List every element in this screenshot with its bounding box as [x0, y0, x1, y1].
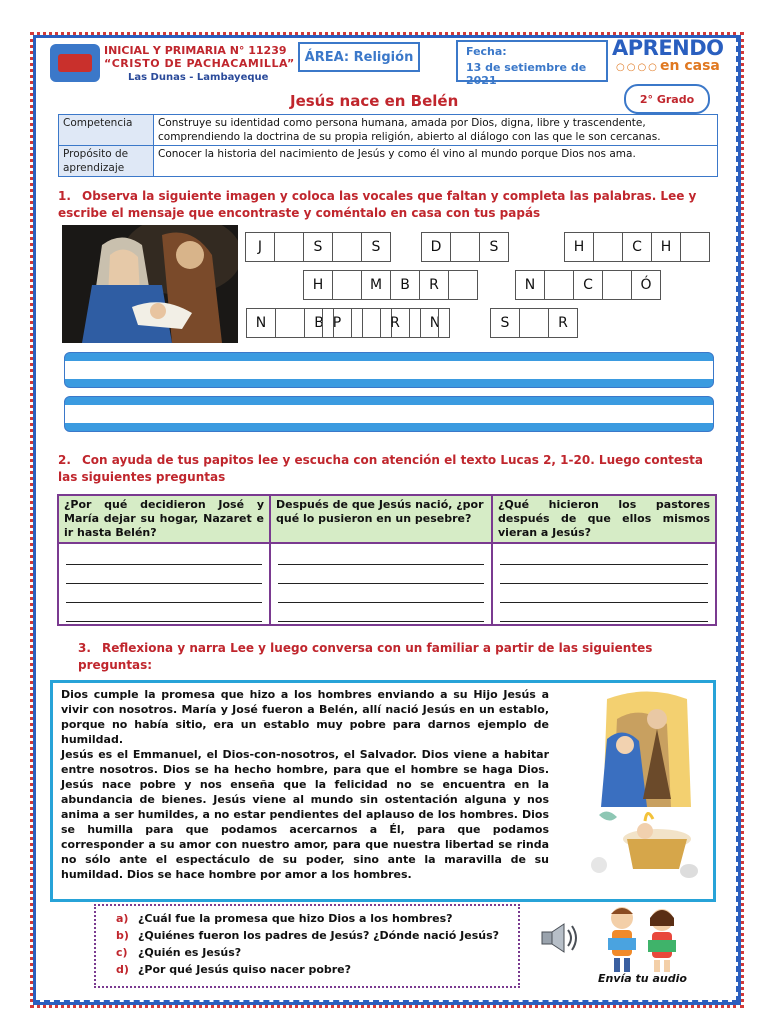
letter-cell: J [246, 233, 275, 261]
letter-cell: Ó [640, 277, 652, 293]
reflection-box [50, 680, 716, 902]
brand-logo-text: APRENDO [612, 36, 724, 60]
letter-cell: N [247, 309, 276, 337]
letter-cell-blank[interactable] [410, 309, 438, 337]
date-label: Fecha: [466, 45, 507, 58]
letter-cell-blank[interactable] [451, 233, 480, 261]
answer-cell-3[interactable] [492, 543, 716, 625]
kids-reading-icon [598, 902, 688, 974]
letter-cell: M [362, 271, 391, 299]
page-title: Jesús nace en Belén [290, 92, 459, 110]
grade-badge: 2° Grado [624, 84, 710, 114]
letter-cell: H [304, 271, 333, 299]
letter-cell: H [652, 233, 681, 261]
letter-cell-blank[interactable] [352, 309, 381, 337]
answer-line-2[interactable] [64, 396, 714, 432]
final-question-letter: c) [116, 946, 128, 959]
letter-word-box [322, 308, 439, 338]
letter-cell-blank[interactable] [333, 271, 362, 299]
letter-cell: H [565, 233, 594, 261]
final-question-item [116, 961, 518, 978]
question-2-header: Después de que Jesús nació, ¿por qué lo pusieron en un pesebre? [270, 495, 492, 543]
letter-cell-blank[interactable] [275, 233, 304, 261]
area-box: ÁREA: Religión [298, 42, 420, 72]
final-question-letter: d) [116, 963, 129, 976]
letter-word-box [490, 308, 578, 338]
date-value: 13 de setiembre de 2021 [466, 61, 587, 87]
letter-cell: R [558, 315, 568, 331]
brand-dots-icon: ○○○○ [616, 62, 659, 73]
letter-cell: S [489, 239, 499, 255]
final-questions-list [94, 904, 520, 988]
answer-cell-1[interactable] [58, 543, 270, 625]
section-1-number: 1. [58, 189, 71, 203]
letter-word-box [564, 232, 710, 262]
send-audio-caption: Envía tu audio [598, 972, 687, 985]
competency-row [59, 115, 718, 146]
school-logo [50, 44, 100, 82]
answer-line-1[interactable] [64, 352, 714, 388]
letter-cell: C [623, 233, 652, 261]
letter-cell-blank[interactable] [449, 271, 477, 299]
letter-cell-blank[interactable] [594, 233, 623, 261]
letter-cell-blank[interactable] [276, 309, 305, 337]
letter-word-box [303, 270, 478, 300]
questions-header-row [58, 495, 716, 543]
questions-table [57, 494, 717, 626]
letter-cell: S [491, 309, 520, 337]
final-question-text: ¿Quién es Jesús? [138, 946, 242, 959]
letter-cell: R [420, 271, 449, 299]
section-2-number: 2. [58, 453, 71, 467]
letter-cell: B [391, 271, 420, 299]
answers-row [58, 543, 716, 625]
letter-cell: N [516, 271, 545, 299]
competency-table [58, 114, 718, 177]
final-question-letter: a) [116, 912, 129, 925]
nativity-image [62, 225, 238, 343]
section-3-text: Reflexiona y narra Lee y luego conversa con un familiar a partir de las siguientes preguntas: [78, 641, 653, 672]
letter-cell: D [422, 233, 451, 261]
letter-cell-blank[interactable] [603, 271, 632, 299]
final-question-text: ¿Por qué Jesús quiso nacer pobre? [138, 963, 352, 976]
letter-cell: C [574, 271, 603, 299]
final-question-text: ¿Cuál fue la promesa que hizo Dios a los hombres? [138, 912, 453, 925]
final-question-item [116, 927, 518, 944]
section-2-text: Con ayuda de tus papitos lee y escucha con atención el texto Lucas 2, 1-20. Luego contesta las siguientes preguntas [58, 453, 704, 484]
competency-text: Construye su identidad como persona humana, amada por Dios, digna, libre y trascendente, comprendiendo la doctrina de su propia religión, abierto al diálogo con las que le son cercanas. [154, 115, 718, 146]
school-location: Las Dunas - Lambayeque [128, 72, 269, 83]
speaker-icon[interactable] [538, 918, 582, 958]
nativity-illustration [587, 689, 705, 889]
school-name-line1: INICIAL Y PRIMARIA N° 11239 [104, 44, 287, 57]
brand-logo-subtext: en casa [660, 58, 720, 74]
letter-cell-blank[interactable] [545, 271, 574, 299]
letter-word-box [245, 232, 391, 262]
final-question-text: ¿Quiénes fueron los padres de Jesús? ¿Dónde nació Jesús? [138, 929, 500, 942]
letter-word-box [421, 232, 509, 262]
letter-cell: R [381, 309, 410, 337]
letter-cell-blank[interactable] [333, 233, 362, 261]
final-question-item [116, 944, 518, 961]
section-1-instruction [58, 188, 720, 222]
question-1-header: ¿Por qué decidieron José y María dejar su hogar, Nazaret e ir hasta Belén? [58, 495, 270, 543]
section-1-text: Observa la siguiente imagen y coloca las vocales que faltan y completa las palabras. Lee y escribe el mensaje que encontraste y coméntalo en casa con tus papás [58, 189, 697, 220]
reflection-text [61, 687, 549, 882]
letter-cell-blank[interactable] [681, 233, 709, 261]
section-3-number: 3. [78, 641, 91, 655]
letter-word-box [515, 270, 661, 300]
section-3-instruction [78, 640, 678, 674]
competency-label: Competencia [59, 115, 154, 146]
reflection-paragraph-1: Dios cumple la promesa que hizo a los hombres enviando a su Hijo Jesús a vivir con nosotros. María y José fueron a Belén, allí nació Jesús en un establo, porque no había sitio, era un establo muy pobre para darnos ejemplo de humildad. [61, 688, 549, 746]
school-name-line2: “CRISTO DE PACHACAMILLA” [104, 57, 295, 70]
purpose-text: Conocer la historia del nacimiento de Jesús y como él vino al mundo porque Dios nos ama. [154, 146, 718, 177]
question-3-header: ¿Qué hicieron los pastores después de que ellos mismos vieran a Jesús? [492, 495, 716, 543]
letter-cell: S [304, 233, 333, 261]
letter-cell: B [305, 309, 334, 337]
letter-cell: N [429, 315, 441, 331]
answer-cell-2[interactable] [270, 543, 492, 625]
final-question-letter: b) [116, 929, 129, 942]
section-2-instruction [58, 452, 720, 486]
letter-cell: P [323, 309, 352, 337]
final-question-item [116, 910, 518, 927]
reflection-paragraph-2: Jesús es el Emmanuel, el Dios-con-nosotros, el Salvador. Dios viene a habitar entre nosotros. Dios se ha hecho hombre, para que el hombre se haga Dios. Jesús nace pobre y nos enseña que la felicidad no se encuentra en la abundancia de bienes. Jesús viene al mundo sin ostentación alguna y nos anima a ser humildes, a no estar pendientes del aplauso de los hombres. Dios se humilla para que podamos acercarnos a Él, para que podamos corresponder a su amor con nuestro amor, para que nuestra libertad se rinda no sólo ante el espectáculo de su poder, sino ante la maravilla de su humildad. Dios se hace hombre por amor a los hombres. [61, 748, 549, 881]
letter-cell-blank[interactable] [520, 309, 549, 337]
purpose-row [59, 146, 718, 177]
date-box [456, 40, 608, 87]
letter-cell: S [371, 239, 381, 255]
purpose-label: Propósito de aprendizaje [59, 146, 154, 177]
